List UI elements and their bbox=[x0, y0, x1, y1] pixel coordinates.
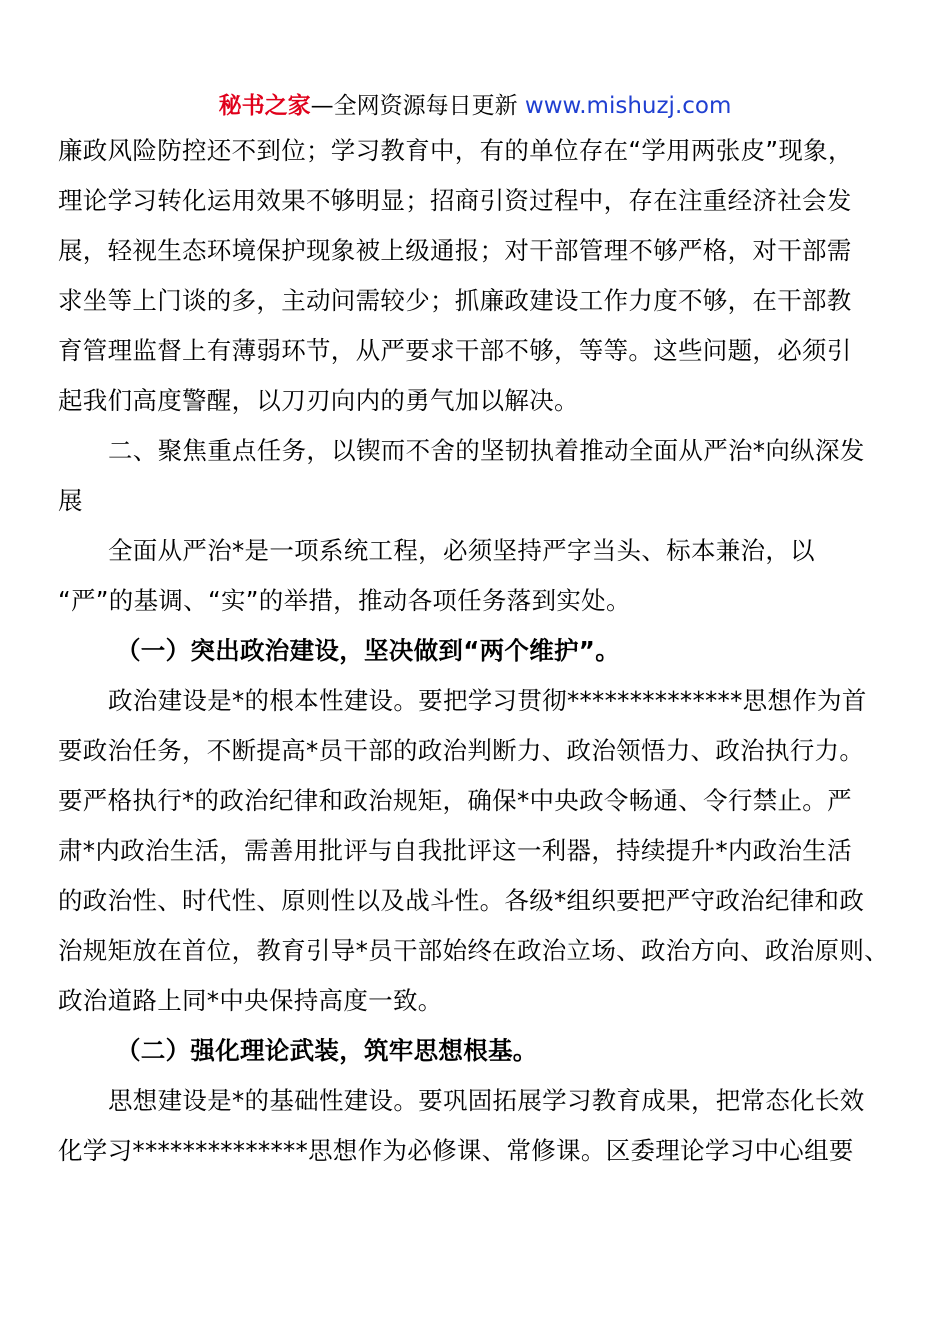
paragraph-line: 要严格执行*的政治纪律和政治规矩，确保*中央政令畅通、令行禁止。严 bbox=[58, 786, 852, 815]
paragraph-line: 政治建设是*的根本性建设。要把学习贯彻**************思想作为首 bbox=[108, 686, 867, 715]
paragraph-line: 理论学习转化运用效果不够明显；招商引资过程中，存在注重经济社会发 bbox=[58, 186, 852, 215]
paragraph-line: “严”的基调、“实”的举措，推动各项任务落到实处。 bbox=[58, 586, 631, 615]
paragraph-line: 展，轻视生态环境保护现象被上级通报；对干部管理不够严格，对干部需 bbox=[58, 236, 852, 265]
paragraph-line: 二、聚焦重点任务，以锲而不舍的坚韧执着推动全面从严治*向纵深发 bbox=[108, 436, 865, 465]
paragraph-line: 思想建设是*的基础性建设。要巩固拓展学习教育成果，把常态化长效 bbox=[108, 1086, 865, 1115]
brand-name: 秘书之家 bbox=[218, 93, 311, 119]
paragraph-line: 育管理监督上有薄弱环节，从严要求干部不够，等等。这些问题，必须引 bbox=[58, 336, 852, 365]
paragraph-line: 起我们高度警醒，以刀刃向内的勇气加以解决。 bbox=[58, 386, 579, 415]
site-url-link[interactable]: www.mishuzj.com bbox=[524, 93, 732, 119]
section-heading: （一）突出政治建设，坚决做到“两个维护”。 bbox=[116, 636, 621, 665]
header-slogan: —全网资源每日更新 bbox=[310, 93, 525, 119]
paragraph-line: 要政治任务，不断提高*员干部的政治判断力、政治领悟力、政治执行力。 bbox=[58, 736, 865, 765]
paragraph-line: 治规矩放在首位，教育引导*员干部始终在政治立场、政治方向、政治原则、 bbox=[58, 936, 889, 965]
paragraph-line: 全面从严治*是一项系统工程，必须坚持严字当头、标本兼治，以 bbox=[108, 536, 815, 565]
paragraph-line: 化学习**************思想作为必修课、常修课。区委理论学习中心组要 bbox=[58, 1136, 854, 1165]
site-header bbox=[0, 90, 950, 122]
paragraph-line: 肃*内政治生活，需善用批评与自我批评这一利器，持续提升*内政治生活 bbox=[58, 836, 852, 865]
paragraph-line: 的政治性、时代性、原则性以及战斗性。各级*组织要把严守政治纪律和政 bbox=[58, 886, 865, 915]
paragraph-line: 展 bbox=[58, 486, 83, 515]
paragraph-line: 政治道路上同*中央保持高度一致。 bbox=[58, 986, 443, 1015]
paragraph-line: 求坐等上门谈的多，主动问需较少；抓廉政建设工作力度不够，在干部教 bbox=[58, 286, 852, 315]
paragraph-line: 廉政风险防控还不到位；学习教育中，有的单位存在“学用两张皮”现象， bbox=[58, 136, 853, 165]
section-heading: （二）强化理论武装，筑牢思想根基。 bbox=[116, 1036, 538, 1065]
